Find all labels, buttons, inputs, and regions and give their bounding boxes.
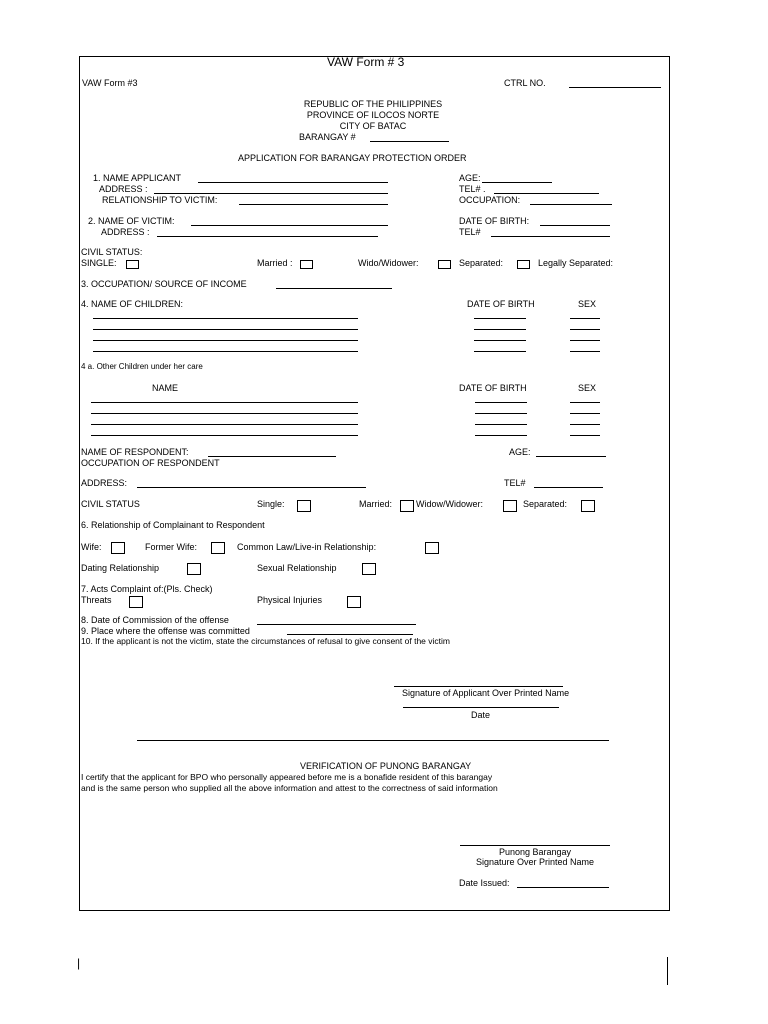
respondent-address-line[interactable]	[137, 487, 366, 488]
respondent-tel-line[interactable]	[534, 487, 603, 488]
common-law-label: Common Law/Live-in Relationship:	[237, 542, 377, 552]
other-child-sex-line[interactable]	[570, 424, 600, 425]
widower-checkbox[interactable]	[438, 260, 451, 269]
footer-bar-right	[667, 957, 668, 985]
offense-place-line[interactable]	[287, 634, 413, 635]
child-dob-line[interactable]	[474, 340, 526, 341]
married-label: Married :	[257, 258, 293, 268]
former-wife-checkbox[interactable]	[211, 542, 225, 554]
child-name-line[interactable]	[93, 351, 358, 352]
respondent-married-label: Married:	[359, 499, 393, 509]
respondent-occupation-label: OCCUPATION OF RESPONDENT	[81, 458, 220, 468]
applicant-tel-label: TEL# .	[459, 184, 486, 194]
offense-circumstances-label: 10. If the applicant is not the victim, state the circumstances of refusal to give consent of the victim	[81, 636, 450, 646]
applicant-date-line[interactable]	[403, 707, 559, 708]
victim-dob-line[interactable]	[540, 225, 610, 226]
respondent-address-label: ADDRESS:	[81, 478, 128, 488]
child-dob-line[interactable]	[474, 318, 526, 319]
other-child-dob-line[interactable]	[475, 424, 527, 425]
application-title: APPLICATION FOR BARANGAY PROTECTION ORDER	[238, 153, 467, 163]
child-sex-line[interactable]	[570, 340, 600, 341]
widower-label: Wido/Widower:	[358, 258, 419, 268]
victim-name-line[interactable]	[191, 225, 388, 226]
date-issued-line[interactable]	[517, 887, 609, 888]
other-child-sex-line[interactable]	[570, 435, 600, 436]
other-children-heading: 4 a. Other Children under her care	[81, 362, 203, 371]
date-issued-label: Date Issued:	[459, 878, 510, 888]
form-title: VAW Form # 3	[327, 55, 405, 69]
child-dob-line[interactable]	[474, 329, 526, 330]
respondent-name-line[interactable]	[208, 456, 336, 457]
child-name-line[interactable]	[93, 340, 358, 341]
other-children-sex-header: SEX	[578, 383, 597, 393]
victim-address-line[interactable]	[157, 236, 378, 237]
respondent-separated-label: Separated:	[523, 499, 568, 509]
respondent-married-checkbox[interactable]	[400, 500, 414, 512]
victim-address-label: ADDRESS :	[101, 227, 150, 237]
offense-date-label: 8. Date of Commission of the offense	[81, 615, 229, 625]
city-text: CITY OF BATAC	[339, 121, 407, 131]
legally-separated-label: Legally Separated:	[538, 258, 614, 268]
applicant-signature-line[interactable]	[394, 686, 563, 687]
punong-signature-line[interactable]	[460, 845, 610, 846]
other-child-dob-line[interactable]	[475, 402, 527, 403]
dating-label: Dating Relationship	[81, 563, 160, 573]
victim-dob-label: DATE OF BIRTH:	[459, 216, 530, 226]
physical-injuries-checkbox[interactable]	[347, 596, 361, 608]
separated-label: Separated:	[459, 258, 504, 268]
dating-checkbox[interactable]	[187, 563, 201, 575]
threats-label: Threats	[81, 595, 112, 605]
punong-signature-label: Signature Over Printed Name	[475, 857, 595, 867]
sexual-label: Sexual Relationship	[257, 563, 337, 573]
ctrl-no-label: CTRL NO.	[504, 78, 546, 88]
other-child-name-line[interactable]	[91, 435, 358, 436]
other-child-name-line[interactable]	[91, 402, 358, 403]
single-checkbox[interactable]	[126, 260, 139, 269]
child-sex-line[interactable]	[570, 318, 600, 319]
respondent-tel-label: TEL#	[504, 478, 526, 488]
barangay-label: BARANGAY #	[299, 132, 356, 142]
wife-checkbox[interactable]	[111, 542, 125, 554]
applicant-occupation-line[interactable]	[530, 204, 612, 205]
victim-tel-line[interactable]	[491, 236, 610, 237]
applicant-address-label: ADDRESS :	[99, 184, 148, 194]
married-checkbox[interactable]	[300, 260, 313, 269]
form-label: VAW Form #3	[82, 78, 138, 88]
other-children-name-header: NAME	[152, 383, 179, 393]
ctrl-no-line[interactable]	[569, 87, 661, 88]
respondent-civil-status-label: CIVIL STATUS	[81, 499, 140, 509]
children-sex-header: SEX	[578, 299, 597, 309]
barangay-line[interactable]	[370, 141, 449, 142]
applicant-name-label: 1. NAME APPLICANT	[93, 173, 182, 183]
punong-barangay-label: Punong Barangay	[498, 847, 572, 857]
applicant-tel-line[interactable]	[494, 193, 599, 194]
physical-injuries-label: Physical Injuries	[257, 595, 323, 605]
applicant-address-line[interactable]	[154, 193, 388, 194]
former-wife-label: Former Wife:	[145, 542, 198, 552]
other-child-sex-line[interactable]	[570, 413, 600, 414]
separated-checkbox[interactable]	[517, 260, 530, 269]
respondent-single-checkbox[interactable]	[297, 500, 311, 512]
offense-place-label: 9. Place where the offense was committed	[81, 626, 250, 636]
footer-bar-left: |	[77, 956, 81, 970]
verification-line-2: and is the same person who supplied all the above information and attest to the correctness of said information	[81, 783, 498, 793]
verification-line-1: I certify that the applicant for BPO who personally appeared before me is a bonafide resident of this barangay	[81, 772, 493, 782]
victim-tel-label: TEL#	[459, 227, 481, 237]
applicant-occupation-label: OCCUPATION:	[459, 195, 521, 205]
other-child-sex-line[interactable]	[570, 402, 600, 403]
children-dob-header: DATE OF BIRTH	[467, 299, 535, 309]
respondent-age-label: AGE:	[509, 447, 531, 457]
relationship-heading: 6. Relationship of Complainant to Respondent	[81, 520, 265, 530]
common-law-checkbox[interactable]	[425, 542, 439, 554]
other-children-dob-header: DATE OF BIRTH	[459, 383, 527, 393]
applicant-date-label: Date	[471, 710, 491, 720]
applicant-age-line[interactable]	[482, 182, 552, 183]
child-dob-line[interactable]	[474, 351, 526, 352]
wife-label: Wife:	[81, 542, 102, 552]
section-divider	[137, 740, 609, 741]
other-child-dob-line[interactable]	[475, 435, 527, 436]
children-heading: 4. NAME OF CHILDREN:	[81, 299, 184, 309]
sexual-checkbox[interactable]	[362, 563, 376, 575]
child-name-line[interactable]	[93, 318, 358, 319]
relationship-line[interactable]	[239, 204, 388, 205]
occupation-income-label: 3. OCCUPATION/ SOURCE OF INCOME	[81, 279, 247, 289]
other-child-name-line[interactable]	[91, 413, 358, 414]
respondent-age-line[interactable]	[536, 456, 606, 457]
victim-name-label: 2. NAME OF VICTIM:	[88, 216, 175, 226]
other-child-dob-line[interactable]	[475, 413, 527, 414]
relationship-label: RELATIONSHIP TO VICTIM:	[102, 195, 218, 205]
occupation-income-line[interactable]	[276, 288, 392, 289]
respondent-separated-checkbox[interactable]	[581, 500, 595, 512]
republic-text: REPUBLIC OF THE PHILIPPINES	[303, 99, 443, 109]
offense-date-line[interactable]	[257, 624, 416, 625]
respondent-widower-checkbox[interactable]	[503, 500, 517, 512]
applicant-name-line[interactable]	[198, 182, 388, 183]
civil-status-heading: CIVIL STATUS:	[81, 247, 143, 257]
threats-checkbox[interactable]	[129, 596, 143, 608]
child-sex-line[interactable]	[570, 329, 600, 330]
respondent-widower-label: Widow/Widower:	[416, 499, 484, 509]
applicant-age-label: AGE:	[459, 173, 481, 183]
child-name-line[interactable]	[93, 329, 358, 330]
respondent-single-label: Single:	[257, 499, 285, 509]
verification-heading: VERIFICATION OF PUNONG BARANGAY	[300, 761, 472, 771]
single-label: SINGLE:	[81, 258, 117, 268]
other-child-name-line[interactable]	[91, 424, 358, 425]
respondent-name-label: NAME OF RESPONDENT:	[81, 447, 189, 457]
acts-heading: 7. Acts Complaint of:(Pls. Check)	[81, 584, 213, 594]
child-sex-line[interactable]	[570, 351, 600, 352]
applicant-signature-label: Signature of Applicant Over Printed Name	[402, 688, 570, 698]
province-text: PROVINCE OF ILOCOS NORTE	[306, 110, 440, 120]
